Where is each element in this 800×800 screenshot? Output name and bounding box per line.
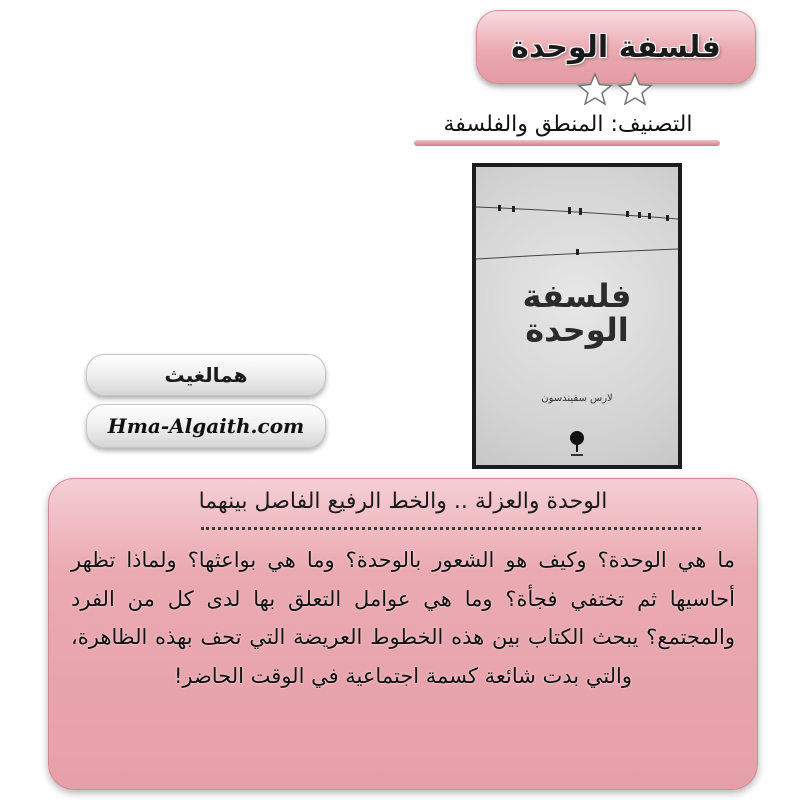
reviewer-name-badge: [86, 354, 326, 396]
description-panel: [48, 478, 758, 790]
category-underline: [414, 140, 720, 146]
star-icon: [617, 72, 653, 106]
cover-title-line2: الوحدة: [525, 311, 629, 349]
description-body: ما هي الوحدة؟ وكيف هو الشعور بالوحدة؟ وما هي بواعثها؟ ولماذا تظهر أحاسيها ثم تختفي فجأة؟ وما هي عوامل التعلق بها لدى كل من الفرد والمجتمع؟ يبحث الكتاب بين هذه الخطوط العريضة التي تحف بهذه الظاهرة، والتي بدت شائعة كسمة اجتماعية في الوقت الحاضر!: [71, 548, 735, 688]
wires-birds-illustration: [476, 167, 678, 287]
reviewer-name: همالغيث: [164, 363, 248, 387]
book-cover: [472, 163, 682, 469]
website-badge[interactable]: [86, 404, 326, 448]
star-icon: [577, 72, 613, 106]
cover-title: [476, 279, 678, 347]
website-link[interactable]: Hma-Algaith.com: [107, 414, 305, 438]
rating-stars: [570, 72, 660, 108]
book-title: فلسفة الوحدة: [511, 29, 721, 65]
cover-title-line1: فلسفة: [522, 277, 632, 315]
publisher-logo-icon: [566, 429, 588, 459]
book-category: التصنيف: المنطق والفلسفة: [443, 112, 693, 137]
description-heading: الوحدة والعزلة .. والخط الرفيع الفاصل بينهما: [198, 489, 608, 514]
dotted-divider: [201, 527, 701, 530]
book-cover-artwork: [476, 167, 678, 465]
cover-author: لارس سفيندسون: [541, 393, 613, 404]
